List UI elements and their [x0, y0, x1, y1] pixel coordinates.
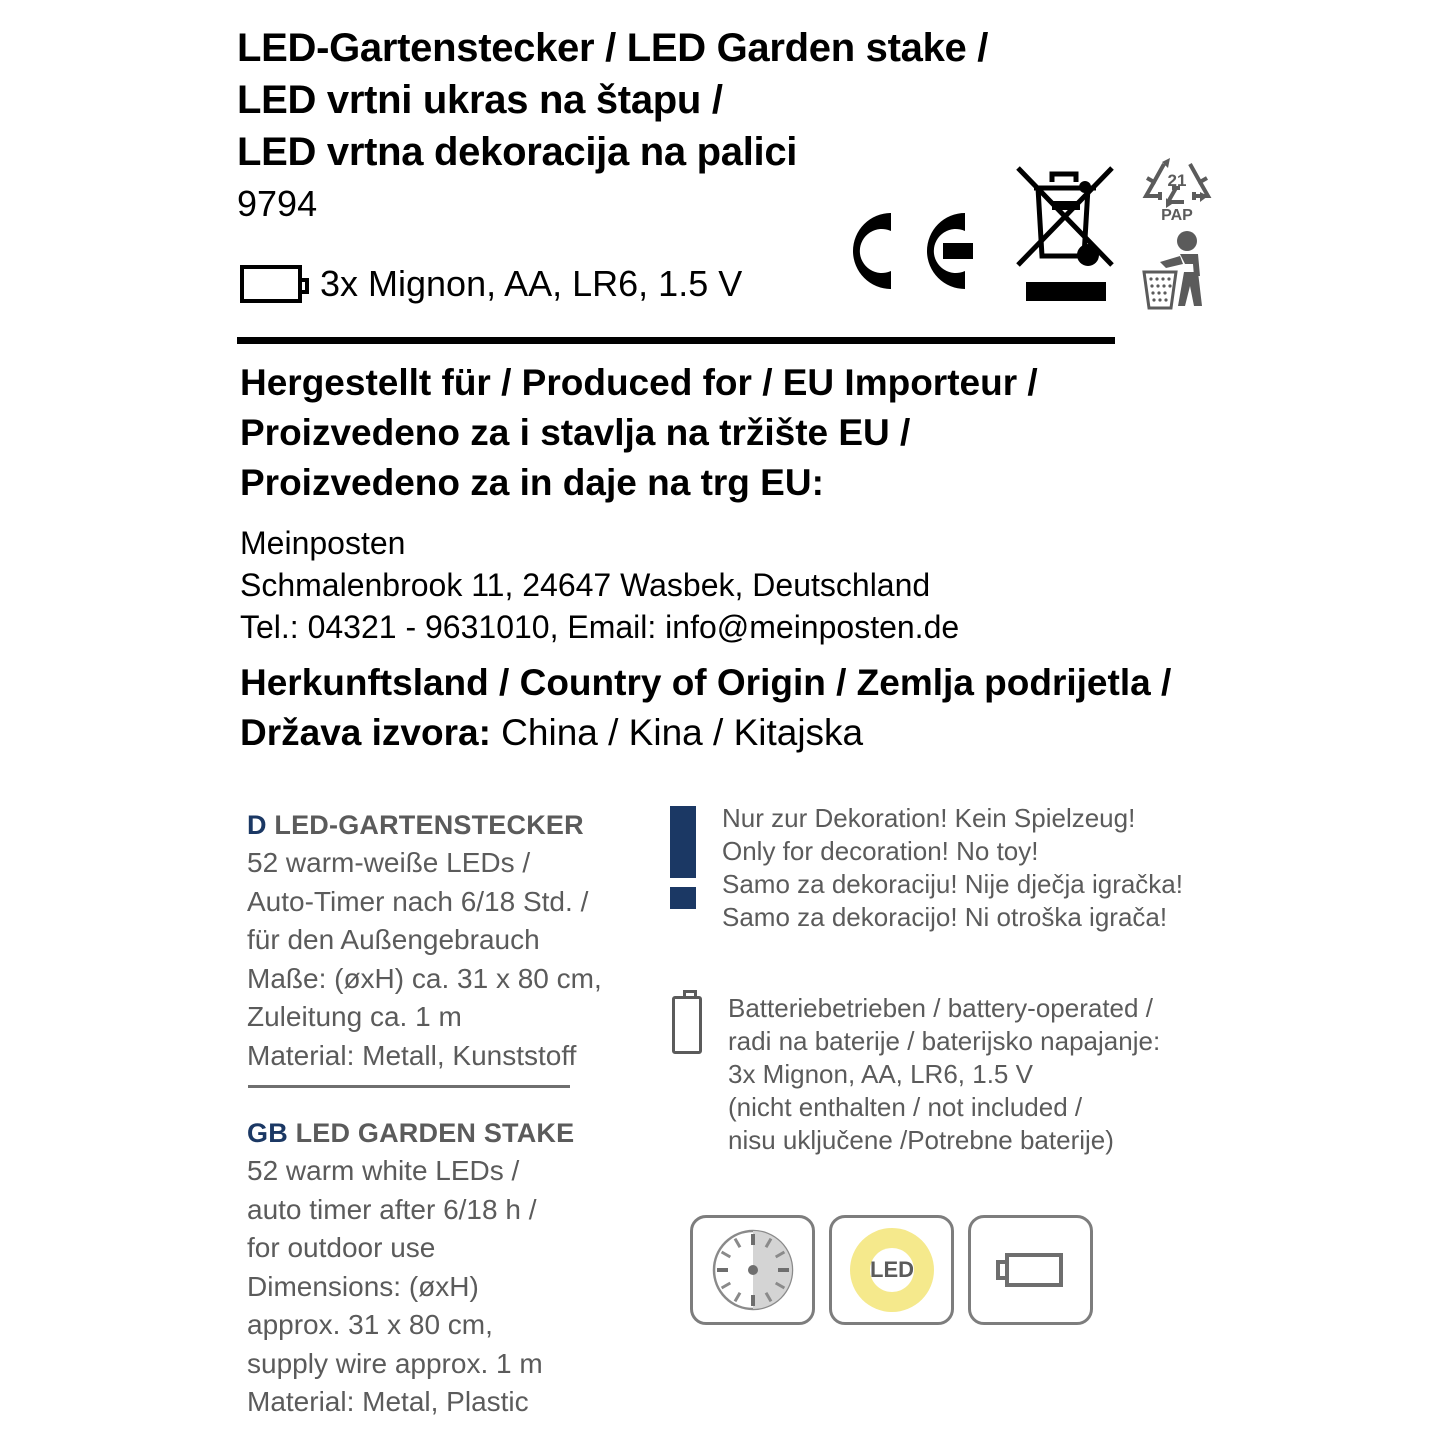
battery-info-line: Batteriebetrieben / battery-operated /	[728, 993, 1153, 1023]
feature-box-led	[829, 1215, 954, 1325]
warning-line: Only for decoration! No toy!	[722, 836, 1039, 866]
spec-line: supply wire approx. 1 m	[247, 1347, 543, 1379]
battery-icon	[240, 265, 302, 303]
origin-value: China / Kina / Kitajska	[501, 712, 864, 753]
producer-address	[240, 522, 1160, 648]
producer-block	[240, 358, 1160, 648]
spec-line: for outdoor use	[247, 1232, 436, 1263]
led-label: LED	[869, 1257, 914, 1282]
spec-line: Material: Metall, Kunststoff	[247, 1039, 577, 1071]
warning-block	[670, 802, 1183, 934]
spec-title-de: LED-GARTENSTECKER	[274, 810, 584, 840]
header-divider	[237, 337, 1115, 344]
origin-row	[240, 708, 1180, 758]
spec-line: Auto-Timer nach 6/18 Std. /	[247, 885, 589, 917]
feature-box-timer	[690, 1215, 815, 1325]
battery-info-line: 3x Mignon, AA, LR6, 1.5 V	[728, 1059, 1033, 1089]
spec-block-gb	[247, 1114, 597, 1422]
spec-line: approx. 31 x 80 cm,	[247, 1309, 493, 1340]
led-glow-icon	[846, 1224, 938, 1316]
language-code-de: D	[247, 810, 267, 840]
language-code-gb: GB	[247, 1118, 288, 1148]
spec-body-de	[247, 844, 602, 1075]
origin-label: Država izvora:	[240, 712, 491, 753]
spec-line: Zuleitung ca. 1 m	[247, 1001, 462, 1032]
battery-info-line: radi na baterije / baterijsko napajanje:	[728, 1026, 1161, 1056]
battery-info-line: (nicht enthalten / not included /	[728, 1092, 1083, 1122]
battery-info-line: nisu uključene /Potrebne baterije)	[728, 1125, 1114, 1155]
producer-street: Schmalenbrook 11, 24647 Wasbek, Deutschland	[240, 567, 931, 603]
spec-block-de	[247, 806, 602, 1075]
spec-line: Dimensions: (øxH)	[247, 1270, 479, 1302]
warning-text	[722, 802, 1183, 934]
spec-line: 52 warm white LEDs /	[247, 1155, 520, 1186]
producer-heading-line-2: Proizvedeno za i stavlja na tržište EU /	[240, 412, 911, 453]
warning-line: Samo za dekoracijo! Ni otroška igrača!	[722, 902, 1168, 932]
country-of-origin-block	[240, 658, 1180, 758]
tidyman-icon	[1140, 228, 1216, 310]
battery-info-block	[672, 992, 1160, 1157]
spec-heading-gb	[247, 1114, 597, 1152]
spec-line: auto timer after 6/18 h /	[247, 1193, 537, 1225]
feature-icon-row	[690, 1215, 1093, 1325]
timer-clock-icon	[707, 1224, 799, 1316]
battery-icon	[672, 996, 702, 1054]
spec-line: Maße: (øxH) ca. 31 x 80 cm,	[247, 962, 602, 994]
spec-line: für den Außengebrauch	[247, 924, 540, 955]
origin-heading: Herkunftsland / Country of Origin / Zemlja podrijetla /	[240, 662, 1172, 703]
producer-contact: Tel.: 04321 - 9631010, Email: info@meinposten.de	[240, 609, 960, 645]
weee-crossed-bin-icon	[1012, 160, 1118, 305]
producer-heading-line-1: Hergestellt für / Produced for / EU Importeur /	[240, 362, 1038, 403]
producer-name: Meinposten	[240, 525, 406, 561]
battery-spec-text: 3x Mignon, AA, LR6, 1.5 V	[320, 263, 743, 304]
svg-text:PAP: PAP	[1161, 207, 1193, 224]
product-title-block	[237, 22, 1137, 228]
battery-box-icon	[985, 1224, 1077, 1316]
article-number: 9794	[237, 183, 318, 224]
spec-line: Material: Metal, Plastic	[247, 1386, 529, 1417]
product-title-line-2: LED vrtni ukras na štapu /	[237, 78, 723, 122]
spec-heading-de	[247, 806, 597, 844]
battery-spec-line	[240, 264, 742, 304]
pap-recycling-icon	[1138, 152, 1216, 224]
spec-line: 52 warm-weiße LEDs /	[247, 847, 531, 878]
warning-line: Samo za dekoraciju! Nije dječja igračka!	[722, 869, 1183, 899]
product-title-line-1: LED-Gartenstecker / LED Garden stake /	[237, 26, 989, 70]
battery-info-text	[728, 992, 1160, 1157]
spec-title-gb: LED GARDEN STAKE	[295, 1118, 575, 1148]
ce-mark-icon	[845, 205, 995, 297]
svg-text:21: 21	[1167, 171, 1187, 190]
spec-divider	[248, 1085, 570, 1088]
product-title-line-3: LED vrtna dekoracija na palici	[237, 130, 798, 174]
warning-line: Nur zur Dekoration! Kein Spielzeug!	[722, 803, 1136, 833]
feature-box-battery	[968, 1215, 1093, 1325]
producer-heading-line-3: Proizvedeno za in daje na trg EU:	[240, 462, 824, 503]
exclamation-mark-icon	[670, 802, 696, 934]
spec-body-gb	[247, 1152, 597, 1422]
